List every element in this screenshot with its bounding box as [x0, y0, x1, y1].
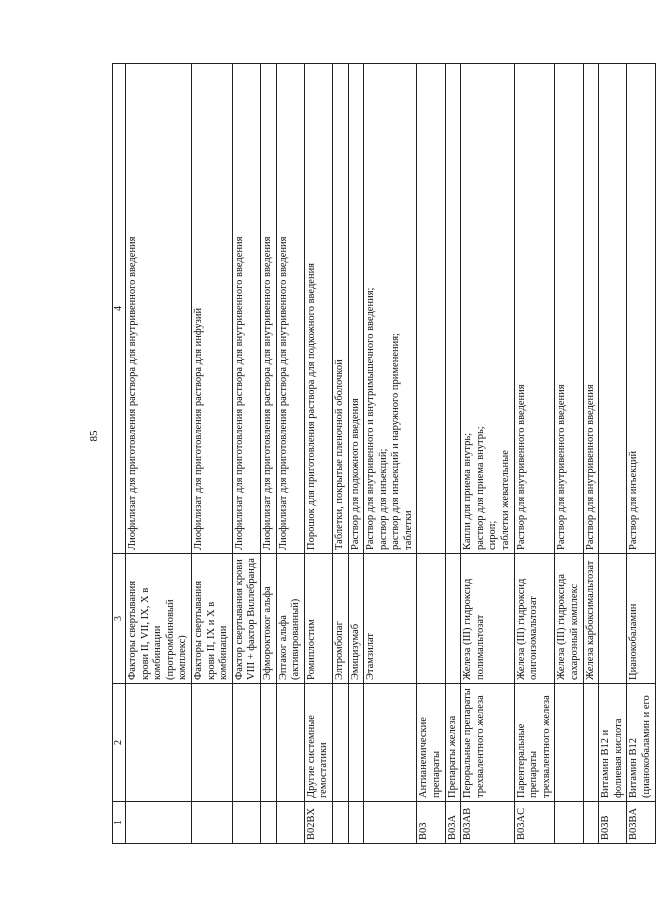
dosage-form-cell: [191, 64, 232, 554]
atc-code-cell: B03B: [599, 802, 627, 844]
drug-table: [112, 63, 656, 844]
inn-cell: Эмицизумаб: [348, 554, 364, 684]
header-cell-4: 4: [113, 64, 126, 554]
group-cell: [332, 684, 348, 802]
dosage-form-line: Порошок для приготовления раствора для подкожного введения: [305, 262, 317, 550]
inn-cell: Факторы свертывания крови II, VII, IX, X в комбинации (протромбиновый комплекс): [126, 554, 192, 684]
dosage-form-cell: [583, 64, 599, 554]
dosage-form-cell: [514, 64, 555, 554]
group-cell: Препараты железа: [445, 684, 461, 802]
group-cell: Другие системные гемостатики: [304, 684, 332, 802]
group-cell: Антианемические препараты: [417, 684, 445, 802]
atc-code-cell: B03AB: [461, 802, 514, 844]
dosage-form-line: Раствор для внутривенного введения: [556, 384, 568, 550]
atc-code-cell: B03A: [445, 802, 461, 844]
inn-cell: Железа (III) гидроксида сахарозный комплекс: [555, 554, 583, 684]
atc-code-cell: [276, 802, 304, 844]
dosage-form-line: Лиофилизат для приготовления раствора для внутривенного введения: [261, 236, 273, 550]
table-row: [260, 64, 276, 844]
atc-code-cell: [348, 802, 364, 844]
dosage-form-line: Таблетки, покрытые пленочной оболочкой: [333, 359, 345, 550]
dosage-form-line: раствор для приема внутрь;: [474, 426, 486, 550]
atc-code-cell: [260, 802, 276, 844]
group-cell: [364, 684, 417, 802]
atc-code-cell: [583, 802, 599, 844]
group-cell: Витамин B12 и фолиевая кислота: [599, 684, 627, 802]
dosage-form-cell: [417, 64, 445, 554]
group-cell: Парентеральные препараты трехвалентного железа: [514, 684, 555, 802]
dosage-form-line: сироп;: [487, 520, 499, 550]
inn-cell: Железа (III) гидроксид полимальтозат: [461, 554, 514, 684]
table-row: [348, 64, 364, 844]
dosage-form-line: Лиофилизат для приготовления раствора для внутривенного введения: [233, 236, 245, 550]
dosage-form-cell: [364, 64, 417, 554]
dosage-form-cell: [445, 64, 461, 554]
dosage-form-cell: [461, 64, 514, 554]
header-cell-1: 1: [113, 802, 126, 844]
group-cell: [191, 684, 232, 802]
table-row: [555, 64, 583, 844]
dosage-form-cell: [599, 64, 627, 554]
table-row: [276, 64, 304, 844]
header-cell-2: 2: [113, 684, 126, 802]
table-row: [304, 64, 332, 844]
dosage-form-line: Раствор для подкожного введения: [349, 398, 361, 550]
table-body: [126, 64, 656, 844]
table-row: [364, 64, 417, 844]
dosage-form-cell: [555, 64, 583, 554]
table-row: [599, 64, 627, 844]
dosage-form-line: Раствор для внутривенного введения: [584, 384, 596, 550]
dosage-form-line: раствор для инъекций;: [377, 448, 389, 550]
dosage-form-cell: [232, 64, 260, 554]
inn-cell: [417, 554, 445, 684]
atc-code-cell: B03: [417, 802, 445, 844]
table-row: [126, 64, 192, 844]
inn-cell: [445, 554, 461, 684]
dosage-form-line: Раствор для внутривенного и внутримышечного введения;: [365, 287, 377, 550]
group-cell: [232, 684, 260, 802]
inn-cell: Элтромбопаг: [332, 554, 348, 684]
table-row: [445, 64, 461, 844]
group-cell: Пероральные препараты трехвалентного железа: [461, 684, 514, 802]
atc-code-cell: [332, 802, 348, 844]
dosage-form-cell: [627, 64, 655, 554]
dosage-form-cell: [260, 64, 276, 554]
inn-cell: Цианокобаламин: [627, 554, 655, 684]
inn-cell: Этамзилат: [364, 554, 417, 684]
dosage-form-cell: [304, 64, 332, 554]
inn-cell: Эптаког альфа (активированный): [276, 554, 304, 684]
table-row: [191, 64, 232, 844]
table-row: [583, 64, 599, 844]
table-row: [232, 64, 260, 844]
group-cell: [555, 684, 583, 802]
dosage-form-cell: [348, 64, 364, 554]
atc-code-cell: B02BX: [304, 802, 332, 844]
dosage-form-line: Капли для приема внутрь;: [462, 432, 474, 550]
atc-code-cell: [232, 802, 260, 844]
dosage-form-line: таблетки: [402, 510, 414, 550]
dosage-form-line: Раствор для внутривенного введения: [515, 384, 527, 550]
dosage-form-line: раствор для инъекций и наружного применения;: [390, 333, 402, 550]
atc-code-cell: [126, 802, 192, 844]
group-cell: [276, 684, 304, 802]
inn-cell: Факторы свертывания крови II, IX и X в комбинации: [191, 554, 232, 684]
table-wrapper: [112, 64, 652, 844]
dosage-form-line: Лиофилизат для приготовления раствора для внутривенного введения: [127, 236, 138, 550]
inn-cell: Фактор свертывания крови VIII + фактор Виллебранда: [232, 554, 260, 684]
inn-cell: Железа (III) гидроксид олигоизомальтозат: [514, 554, 555, 684]
table-row: [332, 64, 348, 844]
dosage-form-line: Лиофилизат для приготовления раствора для внутривенного введения: [277, 236, 289, 550]
inn-cell: Железа карбоксимальтозат: [583, 554, 599, 684]
group-cell: [260, 684, 276, 802]
dosage-form-line: Лиофилизат для приготовления раствора для инфузий: [192, 307, 204, 550]
group-cell: Витамин B12 (цианокобаламин и его: [627, 684, 655, 802]
inn-cell: Эфмороктоког альфа: [260, 554, 276, 684]
atc-code-cell: B03AC: [514, 802, 555, 844]
atc-code-cell: [364, 802, 417, 844]
dosage-form-cell: [276, 64, 304, 554]
group-cell: [348, 684, 364, 802]
dosage-form-line: Раствор для инъекций: [628, 450, 640, 550]
atc-code-cell: B03BA: [627, 802, 655, 844]
table-row: [514, 64, 555, 844]
group-cell: [126, 684, 192, 802]
header-row: [113, 64, 126, 844]
dosage-form-cell: [126, 64, 192, 554]
header-cell-3: 3: [113, 554, 126, 684]
table-row: [417, 64, 445, 844]
inn-cell: [599, 554, 627, 684]
table-row: [461, 64, 514, 844]
table-row: [627, 64, 655, 844]
group-cell: [583, 684, 599, 802]
atc-code-cell: [555, 802, 583, 844]
page-number: 85: [88, 430, 100, 442]
inn-cell: Ромиплостим: [304, 554, 332, 684]
dosage-form-line: таблетки жевательные: [500, 450, 512, 550]
dosage-form-cell: [332, 64, 348, 554]
atc-code-cell: [191, 802, 232, 844]
